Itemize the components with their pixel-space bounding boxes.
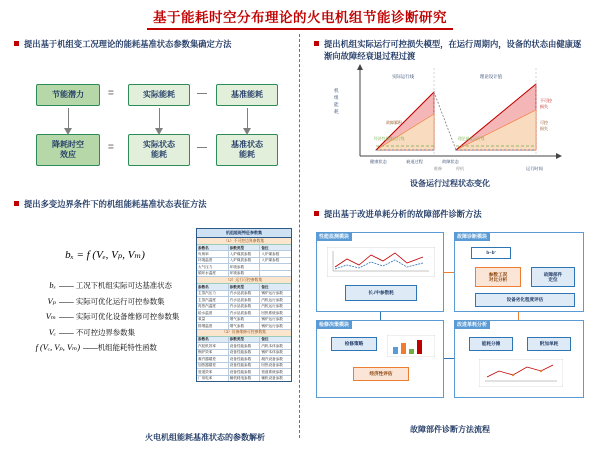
panel-title: 检修决策模块 — [316, 320, 352, 329]
definition-text: —— 实际可优化设备维修可控参数集 — [59, 312, 180, 322]
svg-text:衰退过程: 衰退过程 — [406, 159, 423, 164]
flow-node-actual-consumption: 实际能耗 — [128, 84, 190, 106]
energy-saving-flow-diagram — [22, 70, 286, 180]
param-group-title: （2）运行可控参数集 — [197, 277, 291, 284]
operator-minus: — — [197, 88, 207, 99]
cell: 环境参数 — [229, 264, 261, 269]
cell: 烟气参数 — [229, 317, 261, 322]
cell: 回热设备参数 — [261, 363, 283, 368]
svg-text:停机: 停机 — [456, 166, 464, 171]
bullet-2 — [14, 198, 289, 210]
cell: 管道效率 — [197, 369, 229, 374]
cell: 管道系统参数 — [261, 369, 283, 374]
left-figure-caption: 火电机组能耗基准状态的参数解析 — [145, 433, 265, 442]
definition-row — [22, 327, 190, 340]
unit-consumption-mini-chart — [479, 359, 563, 387]
definition-text: —— 实际可优化运行可控参数集 — [59, 296, 165, 306]
cell: 入炉煤参数 — [261, 258, 280, 263]
svg-text:损失: 损失 — [540, 104, 548, 109]
bullet-3-label: 提出机组实际运行可控损失模型，在运行周期内，设备的状态由健康逐渐向故障经衰退过程过渡 — [324, 39, 582, 62]
cell: 环境温度 — [197, 258, 229, 263]
cell: 循环水温度 — [197, 271, 229, 276]
box-realtime-data: 长./中参数耗 — [345, 285, 417, 301]
arrow-down-3 — [247, 108, 248, 130]
cell: 锅炉运行参数 — [261, 323, 283, 328]
decision-mini-chart — [387, 335, 435, 357]
cell — [260, 264, 291, 269]
operator-equals-2: = — [108, 142, 114, 153]
svg-text:耗: 耗 — [334, 109, 339, 114]
cell: 汽机运行参数 — [261, 297, 283, 302]
operator-equals: = — [108, 88, 114, 99]
cell: 凝汽设备参数 — [261, 356, 283, 361]
arrow-head-3 — [243, 128, 251, 135]
right-chart-caption: 设备运行过程状态变化 — [410, 179, 490, 188]
cell: 汽机本体参数 — [261, 343, 283, 348]
definition-symbol: Vₚ — [47, 296, 56, 306]
formula-definitions — [22, 280, 190, 358]
cell: 入炉煤质参数 — [229, 251, 261, 256]
cell: 设备性能参数 — [229, 363, 261, 368]
cell: 入炉煤质参数 — [229, 258, 261, 263]
svg-text:故障累积: 故障累积 — [386, 120, 402, 125]
cell: 汽机运行参数 — [261, 304, 283, 309]
cell: 汽水品质参数 — [229, 291, 261, 296]
cell: 氧量 — [197, 317, 229, 322]
box-economic-eval: 经济性评估 — [353, 367, 409, 381]
definition-symbol: f (Vₑ, Vₚ, Vₘ) — [35, 343, 80, 353]
svg-text:可控: 可控 — [540, 120, 548, 125]
cell: 厂用电率 — [197, 376, 229, 381]
svg-text:损失: 损失 — [540, 126, 548, 131]
panel-fault-diagnosis — [454, 232, 584, 312]
svg-text:运行时间: 运行时间 — [526, 166, 543, 171]
param-group-title: （3）设备维修可控参数集 — [197, 330, 291, 337]
connector-2 — [380, 312, 381, 320]
cell: 烟气参数 — [229, 323, 261, 328]
cell: 锅炉运行参数 — [261, 317, 283, 322]
parameter-table — [196, 228, 292, 382]
cell — [260, 271, 291, 276]
arrow-head-2 — [155, 128, 163, 135]
svg-text:理论最优运行线: 理论最优运行线 — [458, 137, 485, 141]
cell: 汽水品质参数 — [229, 297, 261, 302]
panel-performance-monitoring — [316, 232, 444, 312]
cell: 汽水品质参数 — [229, 304, 261, 309]
cell: 负荷率 — [197, 251, 229, 256]
table-row — [197, 376, 291, 381]
cell: 汽水品质参数 — [229, 310, 261, 315]
col-header: 参数类型 — [229, 337, 261, 342]
cell: 主蒸汽压力 — [197, 291, 229, 296]
param-group-title: （1）不可控边界参数集 — [197, 238, 291, 245]
cell: 设备性能参数 — [229, 350, 261, 355]
bullet-square-icon — [314, 41, 319, 46]
flow-node-baseline-consumption: 基准能耗 — [216, 84, 278, 106]
svg-text:经济性最优运行线: 经济性最优运行线 — [374, 137, 405, 141]
svg-text:理论设计值: 理论设计值 — [480, 74, 502, 79]
page-title-text: 基于能耗时空分布理论的火电机组节能诊断研究 — [147, 6, 453, 30]
col-header: 参数名 — [197, 337, 229, 342]
cell: 设备性能参数 — [229, 343, 261, 348]
box-impact-quantify: 设备劣化程度评估 — [475, 293, 575, 307]
arrow-head-1 — [64, 128, 72, 135]
box-repair-strategy: 检修策略 — [331, 337, 377, 351]
col-header: 备注 — [260, 284, 291, 289]
bullet-4 — [314, 208, 586, 220]
panel-improved-unit-consumption — [454, 320, 584, 398]
cell: 汽轮机效率 — [197, 343, 229, 348]
box-param-condition-compare: 参数工况 对比分析 — [475, 267, 521, 287]
state-change-chart — [330, 62, 570, 174]
flow-node-actual-state-consumption: 实际状态 能耗 — [128, 134, 190, 166]
cell: 设备性能参数 — [229, 356, 261, 361]
svg-text:健康状态: 健康状态 — [370, 159, 387, 164]
column-divider — [299, 34, 300, 438]
definition-text: —— 工况下机组实际可达基准状态 — [59, 281, 172, 290]
fault-diagnosis-flow-diagram — [312, 228, 588, 420]
bullet-1 — [14, 38, 289, 50]
col-header: 参数类型 — [229, 284, 261, 289]
definition-text: —— 不可控边界参数集 — [59, 327, 135, 337]
cell: 设备性能参数 — [229, 369, 261, 374]
definition-symbol: bₓ — [49, 281, 56, 290]
cell: 锅炉运行参数 — [261, 291, 283, 296]
definition-symbol: Vₘ — [45, 312, 56, 322]
cell: 再热汽温度 — [197, 304, 229, 309]
bullet-square-icon — [14, 41, 19, 46]
definition-row — [22, 311, 190, 324]
svg-text:能: 能 — [334, 102, 339, 107]
panel-maintenance-decision — [316, 320, 444, 398]
cell: 凝汽器端差 — [197, 356, 229, 361]
bullet-square-icon — [14, 201, 19, 206]
bullet-2-label: 提出多变边界条件下的机组能耗基准状态表征方法 — [24, 199, 207, 209]
parameter-table-caption: 机组能耗特征参数集 — [197, 229, 291, 238]
monitoring-mini-chart — [327, 247, 435, 277]
cell: 加热器端差 — [197, 363, 229, 368]
box-extra-unit-consumption: 附加单耗 — [527, 337, 571, 351]
flow-node-baseline-state-consumption: 基准状态 能耗 — [216, 134, 278, 166]
cell: 辅机设备参数 — [261, 376, 283, 381]
cell: 辅机耗电参数 — [229, 376, 261, 381]
panel-title: 性能监测模块 — [316, 232, 352, 241]
svg-text:故障状态: 故障状态 — [442, 159, 459, 164]
bullet-square-icon — [314, 211, 319, 216]
arrow-down-1 — [68, 108, 69, 130]
baseline-formula — [30, 248, 180, 261]
col-header: 参数名 — [197, 245, 229, 250]
definition-row — [22, 342, 190, 355]
cell: 环境参数 — [229, 271, 261, 276]
cell: 主蒸汽温度 — [197, 297, 229, 302]
flow-node-spatiotemporal-effect: 降耗时空 效应 — [36, 134, 100, 166]
connector-1 — [444, 272, 454, 273]
svg-text:维修: 维修 — [434, 166, 442, 171]
definition-symbol: Vₑ — [48, 327, 56, 337]
box-energy-allocation: 能耗分摊 — [469, 337, 513, 351]
right-flow-caption: 故障部件诊断方法流程 — [410, 425, 490, 434]
cell: 大气压力 — [197, 264, 229, 269]
arrow-down-2 — [159, 108, 160, 130]
panel-title: 故障诊断模块 — [454, 232, 490, 241]
flow-node-saving-potential: 节能潜力 — [36, 84, 100, 106]
svg-text:机: 机 — [334, 88, 339, 93]
col-header: 参数类型 — [229, 245, 261, 250]
box-symbol-1: b–b′ — [471, 247, 511, 259]
definition-text: ——机组能耗特性函数 — [83, 343, 157, 353]
cell: 排烟温度 — [197, 323, 229, 328]
definition-row — [22, 280, 190, 293]
cell: 锅炉本体参数 — [261, 350, 283, 355]
svg-text:不可控: 不可控 — [540, 98, 552, 103]
panel-title: 改进单耗分析 — [454, 320, 490, 329]
col-header: 备注 — [260, 245, 291, 250]
bullet-3 — [314, 38, 586, 62]
cell: 入炉煤参数 — [261, 251, 280, 256]
col-header: 参数名 — [197, 284, 229, 289]
box-fault-locate: 故障部件 定位 — [531, 267, 575, 287]
cell: 锅炉效率 — [197, 350, 229, 355]
cell: 给水温度 — [197, 310, 229, 315]
svg-text:实际运行线: 实际运行线 — [392, 74, 414, 79]
svg-text:组: 组 — [334, 95, 339, 100]
definition-row — [22, 296, 190, 309]
connector-3 — [518, 312, 519, 320]
bullet-4-label: 提出基于改进单耗分析的故障部件诊断方法 — [324, 209, 482, 219]
formula-expression: bₓ = f (Vₑ, Vₚ, Vₘ) — [65, 249, 145, 261]
bullet-1-label: 提出基于机组变工况理论的能耗基准状态参数集确定方法 — [24, 39, 232, 49]
page-title — [0, 6, 600, 30]
connector-4 — [444, 358, 454, 359]
cell: 回热系统参数 — [261, 310, 283, 315]
col-header: 备注 — [260, 337, 291, 342]
operator-minus-2: — — [197, 142, 207, 153]
